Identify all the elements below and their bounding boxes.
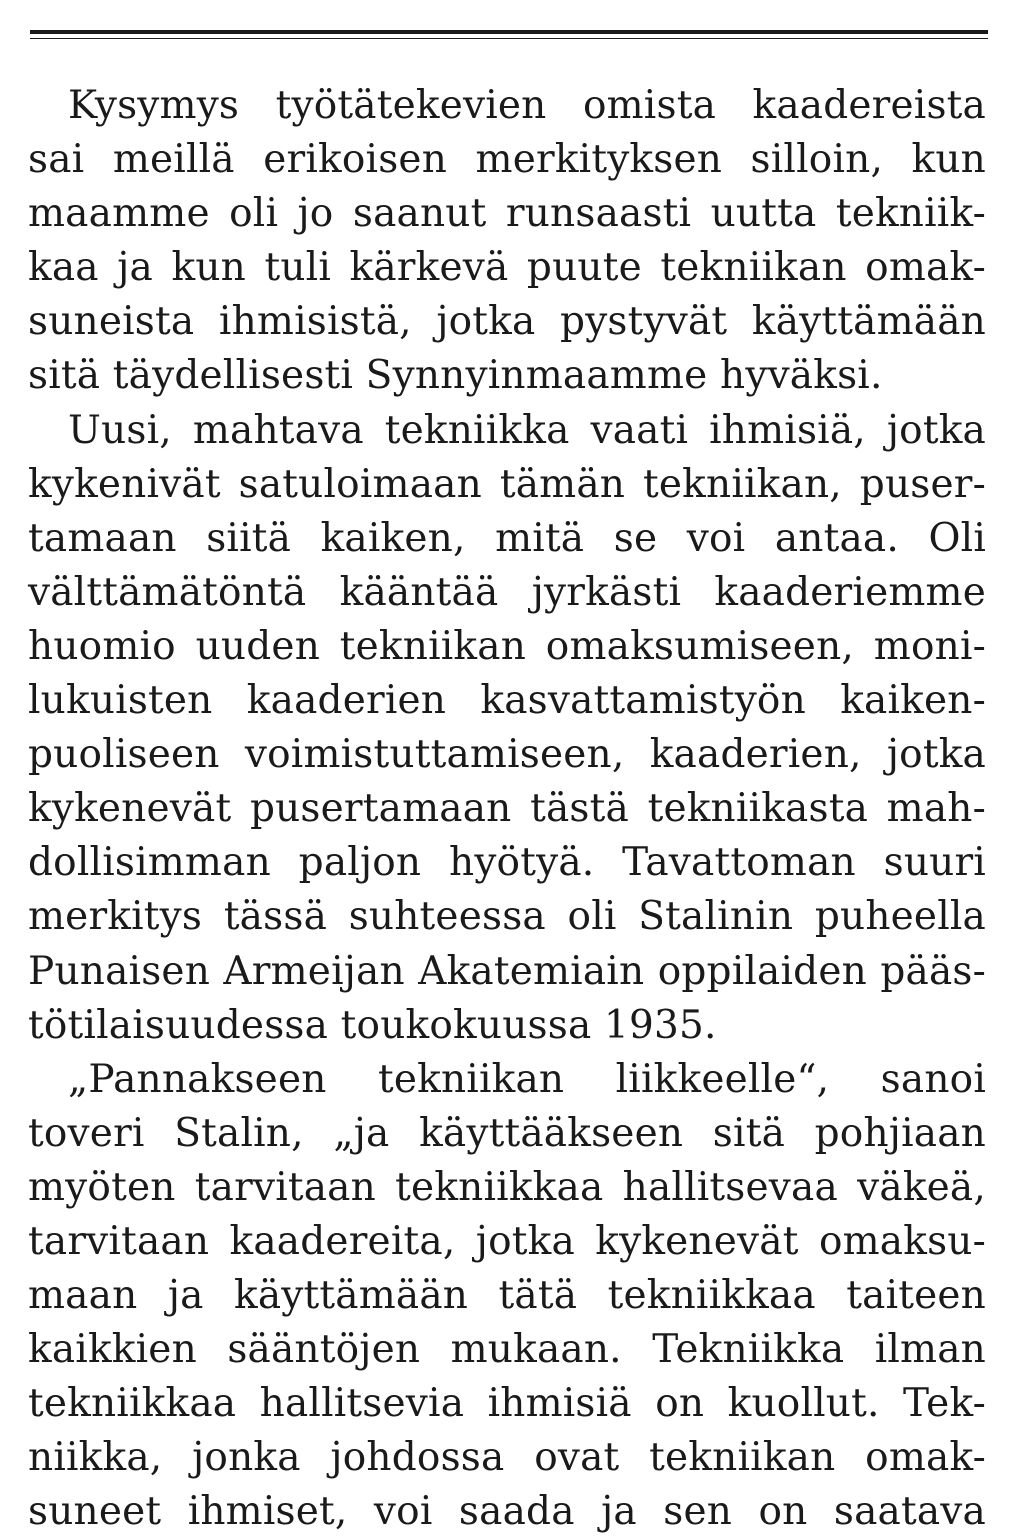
text-line: Uusi, mahtava tekniikka vaati ihmisiä, jotka [68, 407, 986, 453]
text-line: tekniikkaa hallitsevia ihmisiä on kuollut. Tek- [28, 1381, 986, 1427]
text-line: kykenivät satuloimaan tämän tekniikan, puser- [28, 461, 986, 507]
text-line: välttämätöntä kääntää jyrkästi kaaderiemme [28, 569, 986, 615]
text-line: puoliseen voimistuttamiseen, kaaderien, jotka [28, 732, 986, 778]
text-line: merkitys tässä suhteessa oli Stalinin puheella [28, 894, 986, 940]
text-line: maan ja käyttämään tätä tekniikkaa taiteen [28, 1273, 986, 1319]
paragraph-1 [28, 79, 986, 404]
text-line: huomio uuden tekniikan omaksumiseen, moni- [28, 623, 986, 669]
text-line: maamme oli jo saanut runsaasti uutta tekniik- [28, 191, 986, 237]
text-line: suneista ihmisistä, jotka pystyvät käyttämään [28, 299, 986, 345]
text-line: kaikkien sääntöjen mukaan. Tekniikka ilman [28, 1327, 986, 1373]
text-line: lukuisten kaaderien kasvattamistyön kaiken- [28, 678, 986, 724]
paragraph-2 [28, 404, 986, 1053]
text-line: „Pannakseen tekniikan liikkeelle“, sanoi [68, 1056, 986, 1102]
text-line: Punaisen Armeijan Akatemiain oppilaiden pääs- [28, 948, 986, 994]
text-line: myöten tarvitaan tekniikkaa hallitsevaa väkeä, [28, 1164, 986, 1210]
header-rule-thin [30, 38, 988, 39]
text-line: toveri Stalin, „ja käyttääkseen sitä pohjiaan [28, 1110, 986, 1156]
page-body-text [28, 79, 986, 1540]
text-line: dollisimman paljon hyötyä. Tavattoman suuri [28, 840, 986, 886]
text-line: niikka, jonka johdossa ovat tekniikan omak- [28, 1435, 986, 1481]
text-line: sitä täydellisesti Synnyinmaamme hyväksi. [28, 353, 883, 399]
text-line: tamaan siitä kaiken, mitä se voi antaa. Oli [28, 515, 986, 561]
text-line: tötilaisuudessa toukokuussa 1935. [28, 1002, 717, 1048]
text-line: kaa ja kun tuli kärkevä puute tekniikan omak- [28, 245, 986, 291]
text-line: Kysymys työtätekevien omista kaadereista [68, 83, 986, 128]
text-line: sai meillä erikoisen merkityksen silloin, kun [28, 137, 986, 183]
paragraph-3 [28, 1053, 986, 1540]
header-rule-thick [30, 30, 988, 34]
text-line: tarvitaan kaadereita, jotka kykenevät omaksu- [28, 1218, 986, 1264]
text-line: suneet ihmiset, voi saada ja sen on saatava [28, 1489, 986, 1535]
text-line: kykenevät pusertamaan tästä tekniikasta mah- [28, 786, 986, 832]
